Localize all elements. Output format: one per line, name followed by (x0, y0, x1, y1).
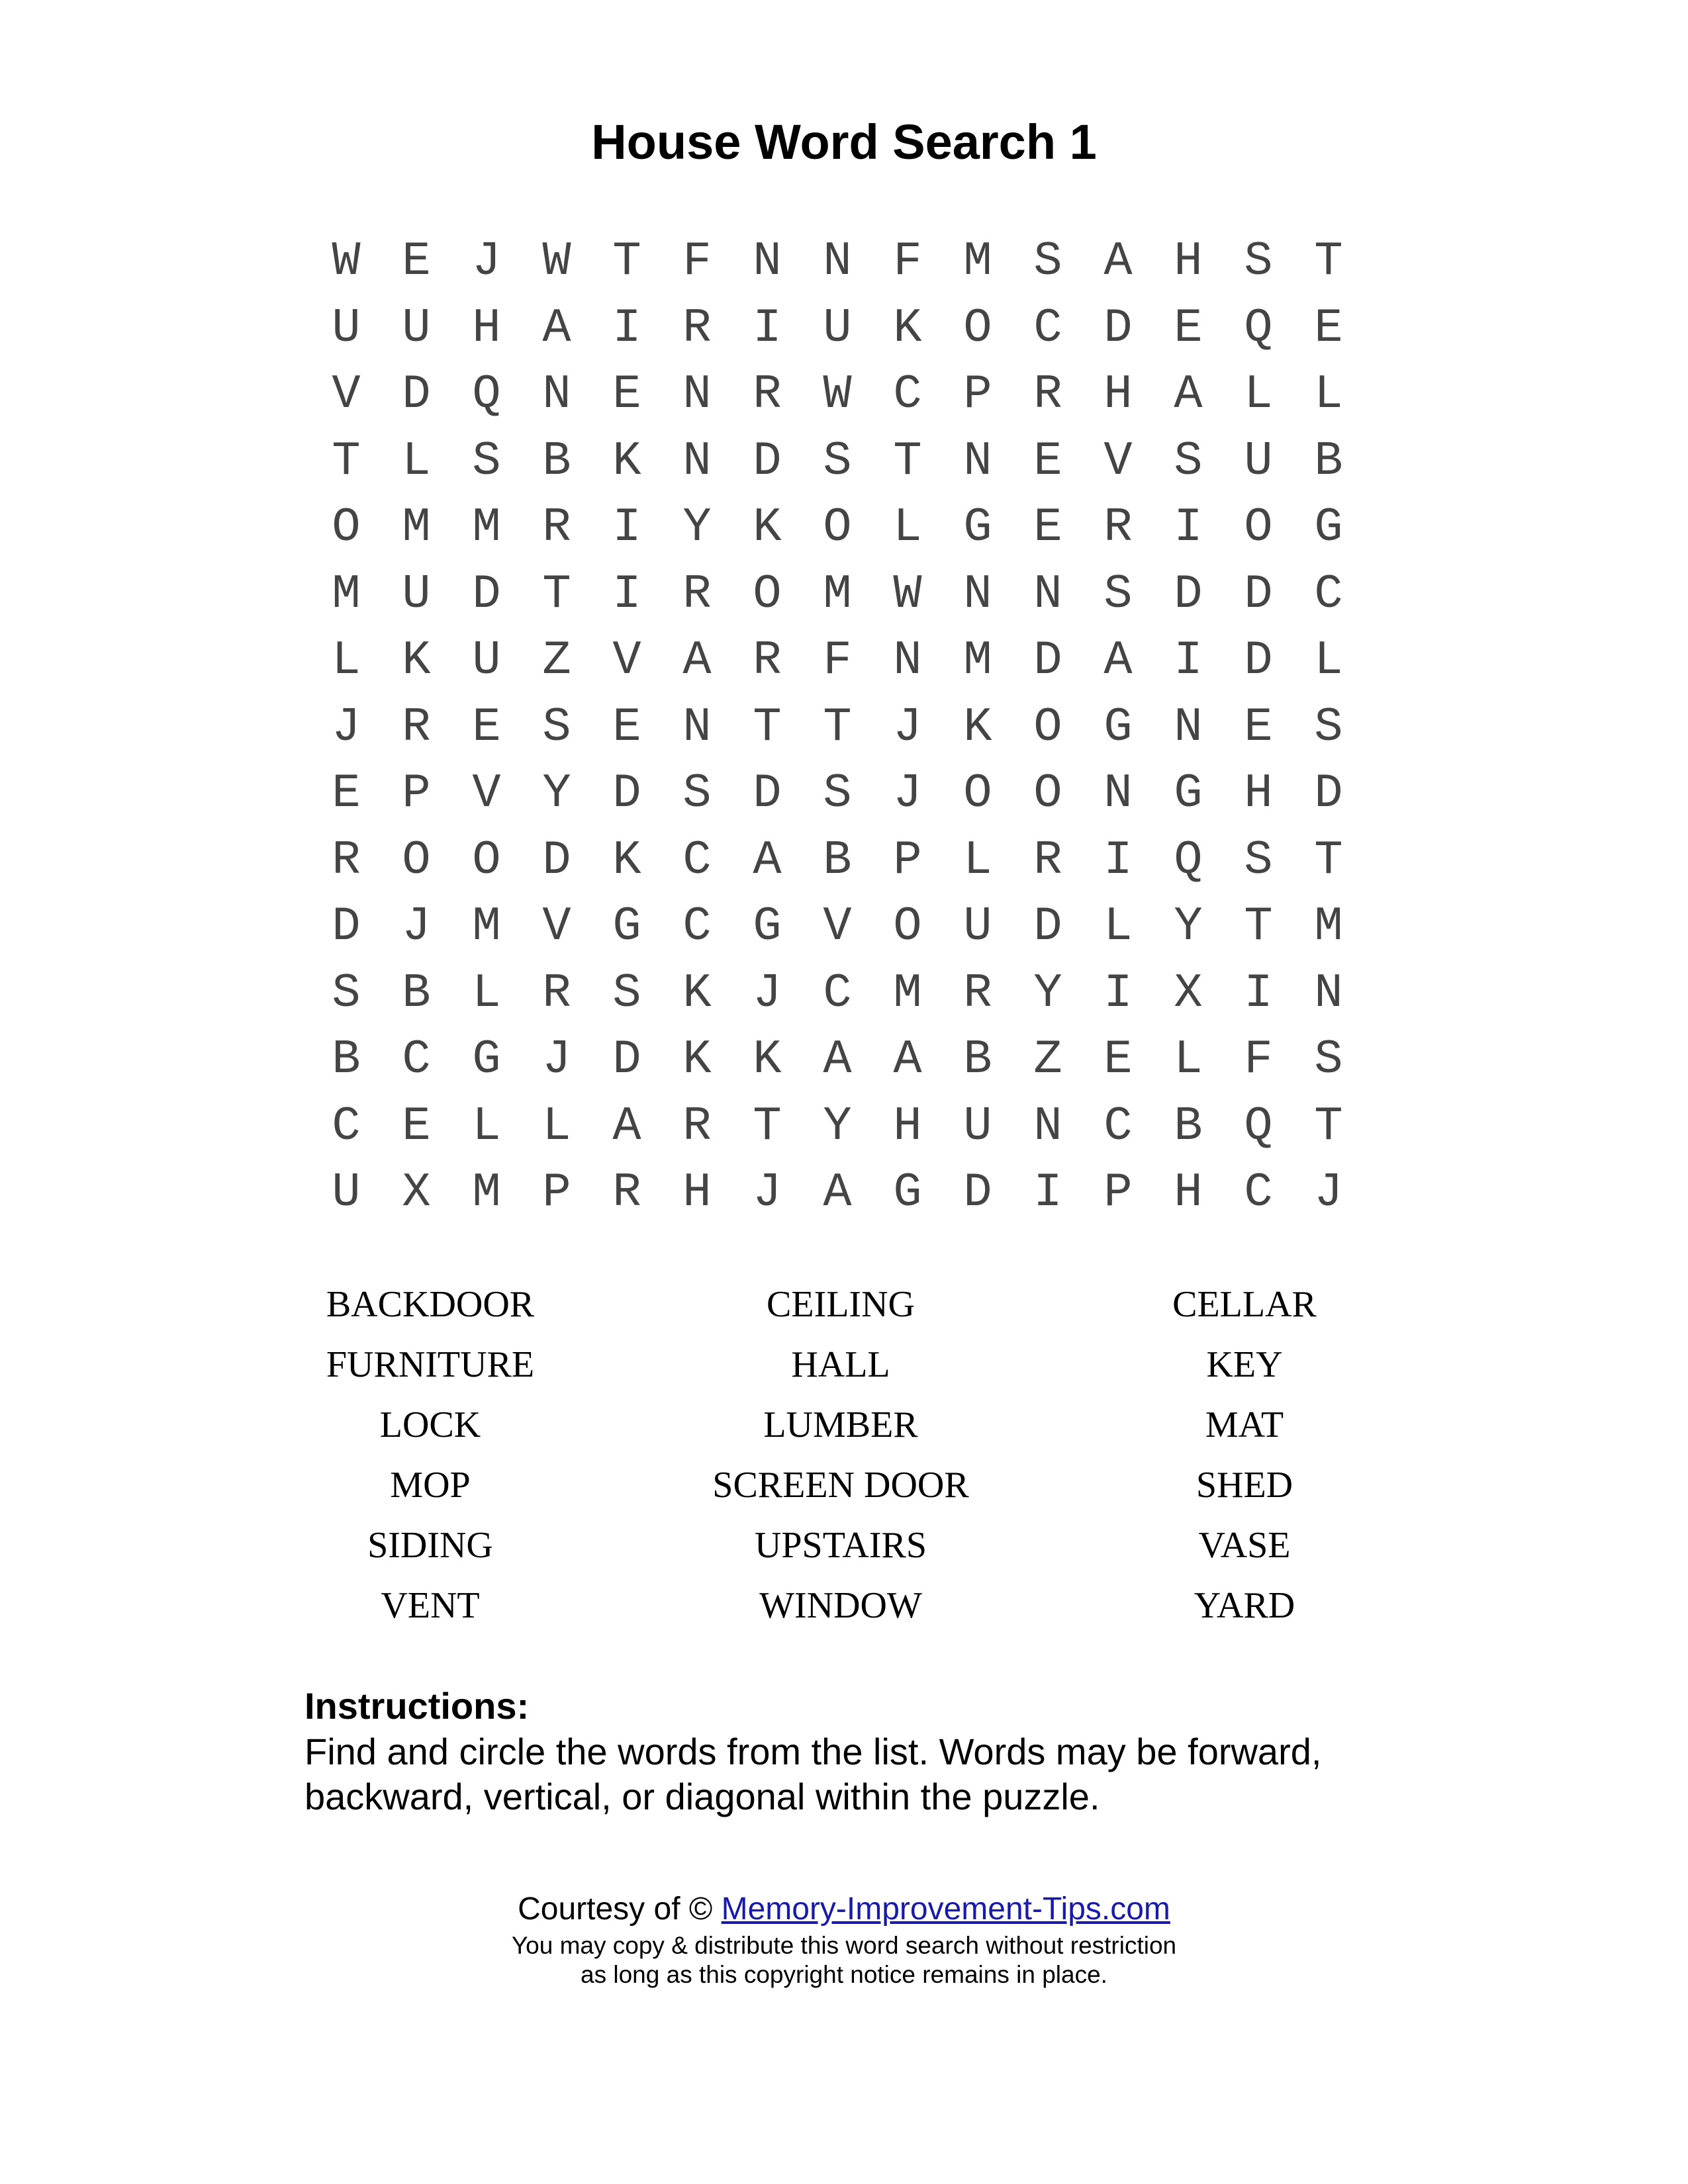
grid-letter: D (963, 1165, 992, 1220)
grid-letter: R (542, 500, 571, 555)
grid-letter: R (963, 966, 992, 1021)
grid-letter: K (612, 433, 641, 488)
grid-letter: D (1314, 766, 1343, 821)
grid-letter: G (1174, 766, 1203, 821)
grid-letter: E (402, 234, 431, 289)
grid-letter: J (753, 1165, 782, 1220)
grid-letter: U (1244, 433, 1273, 488)
grid-letter: G (612, 899, 641, 954)
grid-letter: X (1174, 966, 1203, 1021)
grid-letter: L (1314, 633, 1343, 688)
grid-letter: U (472, 633, 501, 688)
grid-letter: S (472, 433, 501, 488)
grid-letter: P (893, 833, 922, 887)
grid-letter: H (1174, 1165, 1203, 1220)
grid-letter: M (472, 899, 501, 954)
word-list-item: YARD (1194, 1584, 1295, 1626)
grid-letter: S (1314, 1032, 1343, 1087)
word-list-item: SIDING (367, 1524, 493, 1566)
grid-letter: L (963, 833, 992, 887)
grid-letter: I (1244, 966, 1273, 1021)
grid-letter: I (1174, 633, 1203, 688)
grid-letter: G (1103, 700, 1133, 754)
grid-letter: E (1174, 300, 1203, 355)
grid-letter: H (1244, 766, 1273, 821)
grid-letter: T (1314, 234, 1343, 289)
grid-letter: D (1033, 633, 1062, 688)
grid-letter: U (402, 567, 431, 621)
grid-letter: B (332, 1032, 361, 1087)
grid-letter: J (402, 899, 431, 954)
grid-letter: E (472, 700, 501, 754)
grid-letter: U (332, 1165, 361, 1220)
grid-letter: P (963, 367, 992, 422)
grid-letter: D (753, 766, 782, 821)
grid-letter: A (542, 300, 571, 355)
grid-letter: M (472, 1165, 501, 1220)
grid-letter: B (1174, 1099, 1203, 1154)
grid-letter: X (402, 1165, 431, 1220)
grid-letter: N (542, 367, 571, 422)
grid-letter: N (1103, 766, 1133, 821)
grid-letter: E (612, 367, 641, 422)
grid-letter: W (332, 234, 361, 289)
grid-letter: A (682, 633, 712, 688)
grid-letter: G (963, 500, 992, 555)
grid-letter: Y (1174, 899, 1203, 954)
grid-letter: Q (1244, 1099, 1273, 1154)
grid-letter: R (402, 700, 431, 754)
grid-letter: I (1033, 1165, 1062, 1220)
grid-letter: R (612, 1165, 641, 1220)
grid-letter: W (823, 367, 852, 422)
grid-letter: L (1314, 367, 1343, 422)
grid-letter: W (893, 567, 922, 621)
word-list-item: LUMBER (763, 1404, 918, 1445)
instructions-text: Find and circle the words from the list. Words may be forward, backward, vertical, or diagonal within the puzzle. (305, 1731, 1322, 1817)
grid-letter: C (893, 367, 922, 422)
grid-letter: L (542, 1099, 571, 1154)
grid-letter: F (682, 234, 712, 289)
grid-letter: N (682, 433, 712, 488)
grid-letter: O (963, 766, 992, 821)
grid-letter: R (682, 300, 712, 355)
grid-letter: S (1244, 833, 1273, 887)
grid-letter: P (402, 766, 431, 821)
grid-letter: C (1314, 567, 1343, 621)
grid-letter: A (823, 1032, 852, 1087)
grid-letter: O (402, 833, 431, 887)
grid-letter: S (1314, 700, 1343, 754)
grid-letter: K (893, 300, 922, 355)
page-title: House Word Search 1 (591, 114, 1097, 169)
grid-letter: Y (542, 766, 571, 821)
grid-letter: Y (682, 500, 712, 555)
grid-letter: O (893, 899, 922, 954)
grid-letter: M (893, 966, 922, 1021)
grid-letter: Q (1244, 300, 1273, 355)
courtesy-prefix: Courtesy of © (518, 1891, 722, 1927)
grid-letter: J (893, 766, 922, 821)
word-list-item: LOCK (379, 1404, 481, 1445)
grid-letter: H (472, 300, 501, 355)
grid-letter: O (1244, 500, 1273, 555)
grid-letter: W (542, 234, 571, 289)
grid-letter: H (1174, 234, 1203, 289)
grid-letter: V (542, 899, 571, 954)
copyright-notice-line-1: You may copy & distribute this word search without restriction (511, 1932, 1177, 1959)
grid-letter: H (1103, 367, 1133, 422)
grid-letter: M (472, 500, 501, 555)
grid-letter: M (332, 567, 361, 621)
grid-letter: Z (1033, 1032, 1062, 1087)
grid-letter: N (1174, 700, 1203, 754)
grid-letter: T (823, 700, 852, 754)
grid-letter: S (612, 966, 641, 1021)
grid-letter: C (1033, 300, 1062, 355)
grid-letter: L (1103, 899, 1133, 954)
grid-letter: N (963, 433, 992, 488)
grid-letter: N (963, 567, 992, 621)
word-list-item: SCREEN DOOR (712, 1464, 969, 1506)
grid-letter: T (1314, 1099, 1343, 1154)
grid-letter: B (823, 833, 852, 887)
grid-letter: J (753, 966, 782, 1021)
grid-letter: S (682, 766, 712, 821)
grid-letter: S (823, 766, 852, 821)
word-list-item: MAT (1205, 1404, 1284, 1445)
grid-letter: T (893, 433, 922, 488)
grid-letter: F (893, 234, 922, 289)
grid-letter: N (1033, 567, 1062, 621)
grid-letter: K (612, 833, 641, 887)
grid-letter: L (402, 433, 431, 488)
grid-letter: V (612, 633, 641, 688)
word-list-item: MOP (390, 1464, 471, 1506)
grid-letter: L (1244, 367, 1273, 422)
grid-letter: R (1103, 500, 1133, 555)
grid-letter: A (1103, 234, 1133, 289)
word-list-item: UPSTAIRS (754, 1524, 927, 1566)
grid-letter: G (472, 1032, 501, 1087)
grid-letter: B (1314, 433, 1343, 488)
grid-letter: C (1103, 1099, 1133, 1154)
grid-letter: C (682, 833, 712, 887)
word-list-item: KEY (1206, 1343, 1283, 1385)
grid-letter: T (1244, 899, 1273, 954)
grid-letter: N (1033, 1099, 1062, 1154)
grid-letter: O (753, 567, 782, 621)
grid-letter: S (1033, 234, 1062, 289)
grid-letter: E (1033, 500, 1062, 555)
grid-letter: V (472, 766, 501, 821)
grid-letter: A (1174, 367, 1203, 422)
grid-letter: R (542, 966, 571, 1021)
grid-letter: N (823, 234, 852, 289)
grid-letter: E (1033, 433, 1062, 488)
grid-letter: U (332, 300, 361, 355)
grid-letter: S (542, 700, 571, 754)
grid-letter: I (612, 300, 641, 355)
grid-letter: L (1174, 1032, 1203, 1087)
grid-letter: O (1033, 700, 1062, 754)
grid-letter: C (682, 899, 712, 954)
grid-letter: B (402, 966, 431, 1021)
grid-letter: D (753, 433, 782, 488)
word-list-item: BACKDOOR (326, 1283, 535, 1325)
word-list-item: CELLAR (1172, 1283, 1317, 1325)
grid-letter: M (963, 234, 992, 289)
grid-letter: R (753, 367, 782, 422)
grid-letter: E (1244, 700, 1273, 754)
grid-letter: L (332, 633, 361, 688)
grid-letter: N (893, 633, 922, 688)
grid-letter: S (332, 966, 361, 1021)
grid-letter: M (823, 567, 852, 621)
word-list-item: WINDOW (759, 1584, 922, 1626)
grid-letter: T (542, 567, 571, 621)
letter-grid (311, 228, 1364, 1226)
grid-letter: R (682, 567, 712, 621)
grid-letter: A (823, 1165, 852, 1220)
grid-letter: S (1174, 433, 1203, 488)
grid-letter: R (682, 1099, 712, 1154)
grid-letter: J (1314, 1165, 1343, 1220)
grid-letter: Y (823, 1099, 852, 1154)
grid-letter: E (612, 700, 641, 754)
grid-letter: Q (1174, 833, 1203, 887)
grid-letter: K (682, 966, 712, 1021)
grid-letter: P (542, 1165, 571, 1220)
grid-letter: D (332, 899, 361, 954)
grid-letter: C (332, 1099, 361, 1154)
grid-letter: S (823, 433, 852, 488)
grid-letter: Q (472, 367, 501, 422)
grid-letter: T (753, 700, 782, 754)
grid-letter: D (542, 833, 571, 887)
grid-letter: J (332, 700, 361, 754)
grid-letter: T (332, 433, 361, 488)
grid-letter: D (1033, 899, 1062, 954)
grid-letter: B (963, 1032, 992, 1087)
word-list-item: HALL (791, 1343, 890, 1385)
grid-letter: D (1174, 567, 1203, 621)
grid-letter: I (753, 300, 782, 355)
grid-letter: R (332, 833, 361, 887)
word-list (291, 1274, 1377, 1635)
grid-letter: A (893, 1032, 922, 1087)
grid-letter: Z (542, 633, 571, 688)
grid-letter: K (753, 500, 782, 555)
grid-letter: A (612, 1099, 641, 1154)
grid-letter: M (1314, 899, 1343, 954)
grid-letter: T (753, 1099, 782, 1154)
website-link[interactable]: Memory-Improvement-Tips.com (721, 1891, 1170, 1927)
grid-letter: N (682, 367, 712, 422)
grid-letter: O (1033, 766, 1062, 821)
grid-letter: C (1244, 1165, 1273, 1220)
grid-letter: L (472, 1099, 501, 1154)
grid-letter: K (963, 700, 992, 754)
grid-letter: V (823, 899, 852, 954)
word-list-item: CEILING (767, 1283, 915, 1325)
grid-letter: E (332, 766, 361, 821)
grid-letter: T (1314, 833, 1343, 887)
grid-letter: J (472, 234, 501, 289)
grid-letter: G (753, 899, 782, 954)
grid-letter: R (753, 633, 782, 688)
word-list-item: VENT (381, 1584, 480, 1626)
grid-letter: M (402, 500, 431, 555)
grid-letter: D (1103, 300, 1133, 355)
grid-letter: E (402, 1099, 431, 1154)
grid-letter: V (1103, 433, 1133, 488)
grid-letter: B (542, 433, 571, 488)
grid-letter: P (1103, 1165, 1133, 1220)
grid-letter: D (1244, 633, 1273, 688)
grid-letter: D (1244, 567, 1273, 621)
grid-letter: N (1314, 966, 1343, 1021)
grid-letter: G (1314, 500, 1343, 555)
word-list-item: FURNITURE (326, 1343, 535, 1385)
grid-letter: K (402, 633, 431, 688)
grid-letter: O (472, 833, 501, 887)
grid-letter: K (753, 1032, 782, 1087)
grid-letter: J (893, 700, 922, 754)
grid-letter: L (893, 500, 922, 555)
grid-letter: U (963, 1099, 992, 1154)
grid-letter: I (612, 567, 641, 621)
grid-letter: R (1033, 833, 1062, 887)
grid-letter: Y (1033, 966, 1062, 1021)
grid-letter: V (332, 367, 361, 422)
grid-letter: O (963, 300, 992, 355)
grid-letter: H (893, 1099, 922, 1154)
grid-letter: U (963, 899, 992, 954)
grid-letter: C (402, 1032, 431, 1087)
grid-letter: A (753, 833, 782, 887)
grid-letter: S (1244, 234, 1273, 289)
grid-letter: L (472, 966, 501, 1021)
grid-letter: D (612, 766, 641, 821)
grid-letter: U (823, 300, 852, 355)
grid-letter: E (1314, 300, 1343, 355)
word-list-item: VASE (1198, 1524, 1291, 1566)
grid-letter: C (823, 966, 852, 1021)
grid-letter: T (612, 234, 641, 289)
grid-letter: J (542, 1032, 571, 1087)
grid-letter: I (1174, 500, 1203, 555)
grid-letter: I (612, 500, 641, 555)
grid-letter: D (402, 367, 431, 422)
courtesy-line (0, 1889, 1688, 1929)
grid-letter: A (1103, 633, 1133, 688)
word-list-item: SHED (1196, 1464, 1293, 1506)
grid-letter: H (682, 1165, 712, 1220)
copyright-notice-line-2: as long as this copyright notice remains in place. (581, 1961, 1107, 1988)
grid-letter: E (1103, 1032, 1133, 1087)
grid-letter: K (682, 1032, 712, 1087)
grid-letter: O (332, 500, 361, 555)
grid-letter: F (823, 633, 852, 688)
grid-letter: N (753, 234, 782, 289)
grid-letter: O (823, 500, 852, 555)
grid-letter: N (682, 700, 712, 754)
grid-letter: U (402, 300, 431, 355)
grid-letter: R (1033, 367, 1062, 422)
grid-letter: F (1244, 1032, 1273, 1087)
grid-letter: I (1103, 833, 1133, 887)
grid-letter: G (893, 1165, 922, 1220)
grid-letter: S (1103, 567, 1133, 621)
grid-letter: D (472, 567, 501, 621)
instructions-heading: Instructions: (305, 1685, 530, 1727)
grid-letter: I (1103, 966, 1133, 1021)
grid-letter: D (612, 1032, 641, 1087)
grid-letter: M (963, 633, 992, 688)
